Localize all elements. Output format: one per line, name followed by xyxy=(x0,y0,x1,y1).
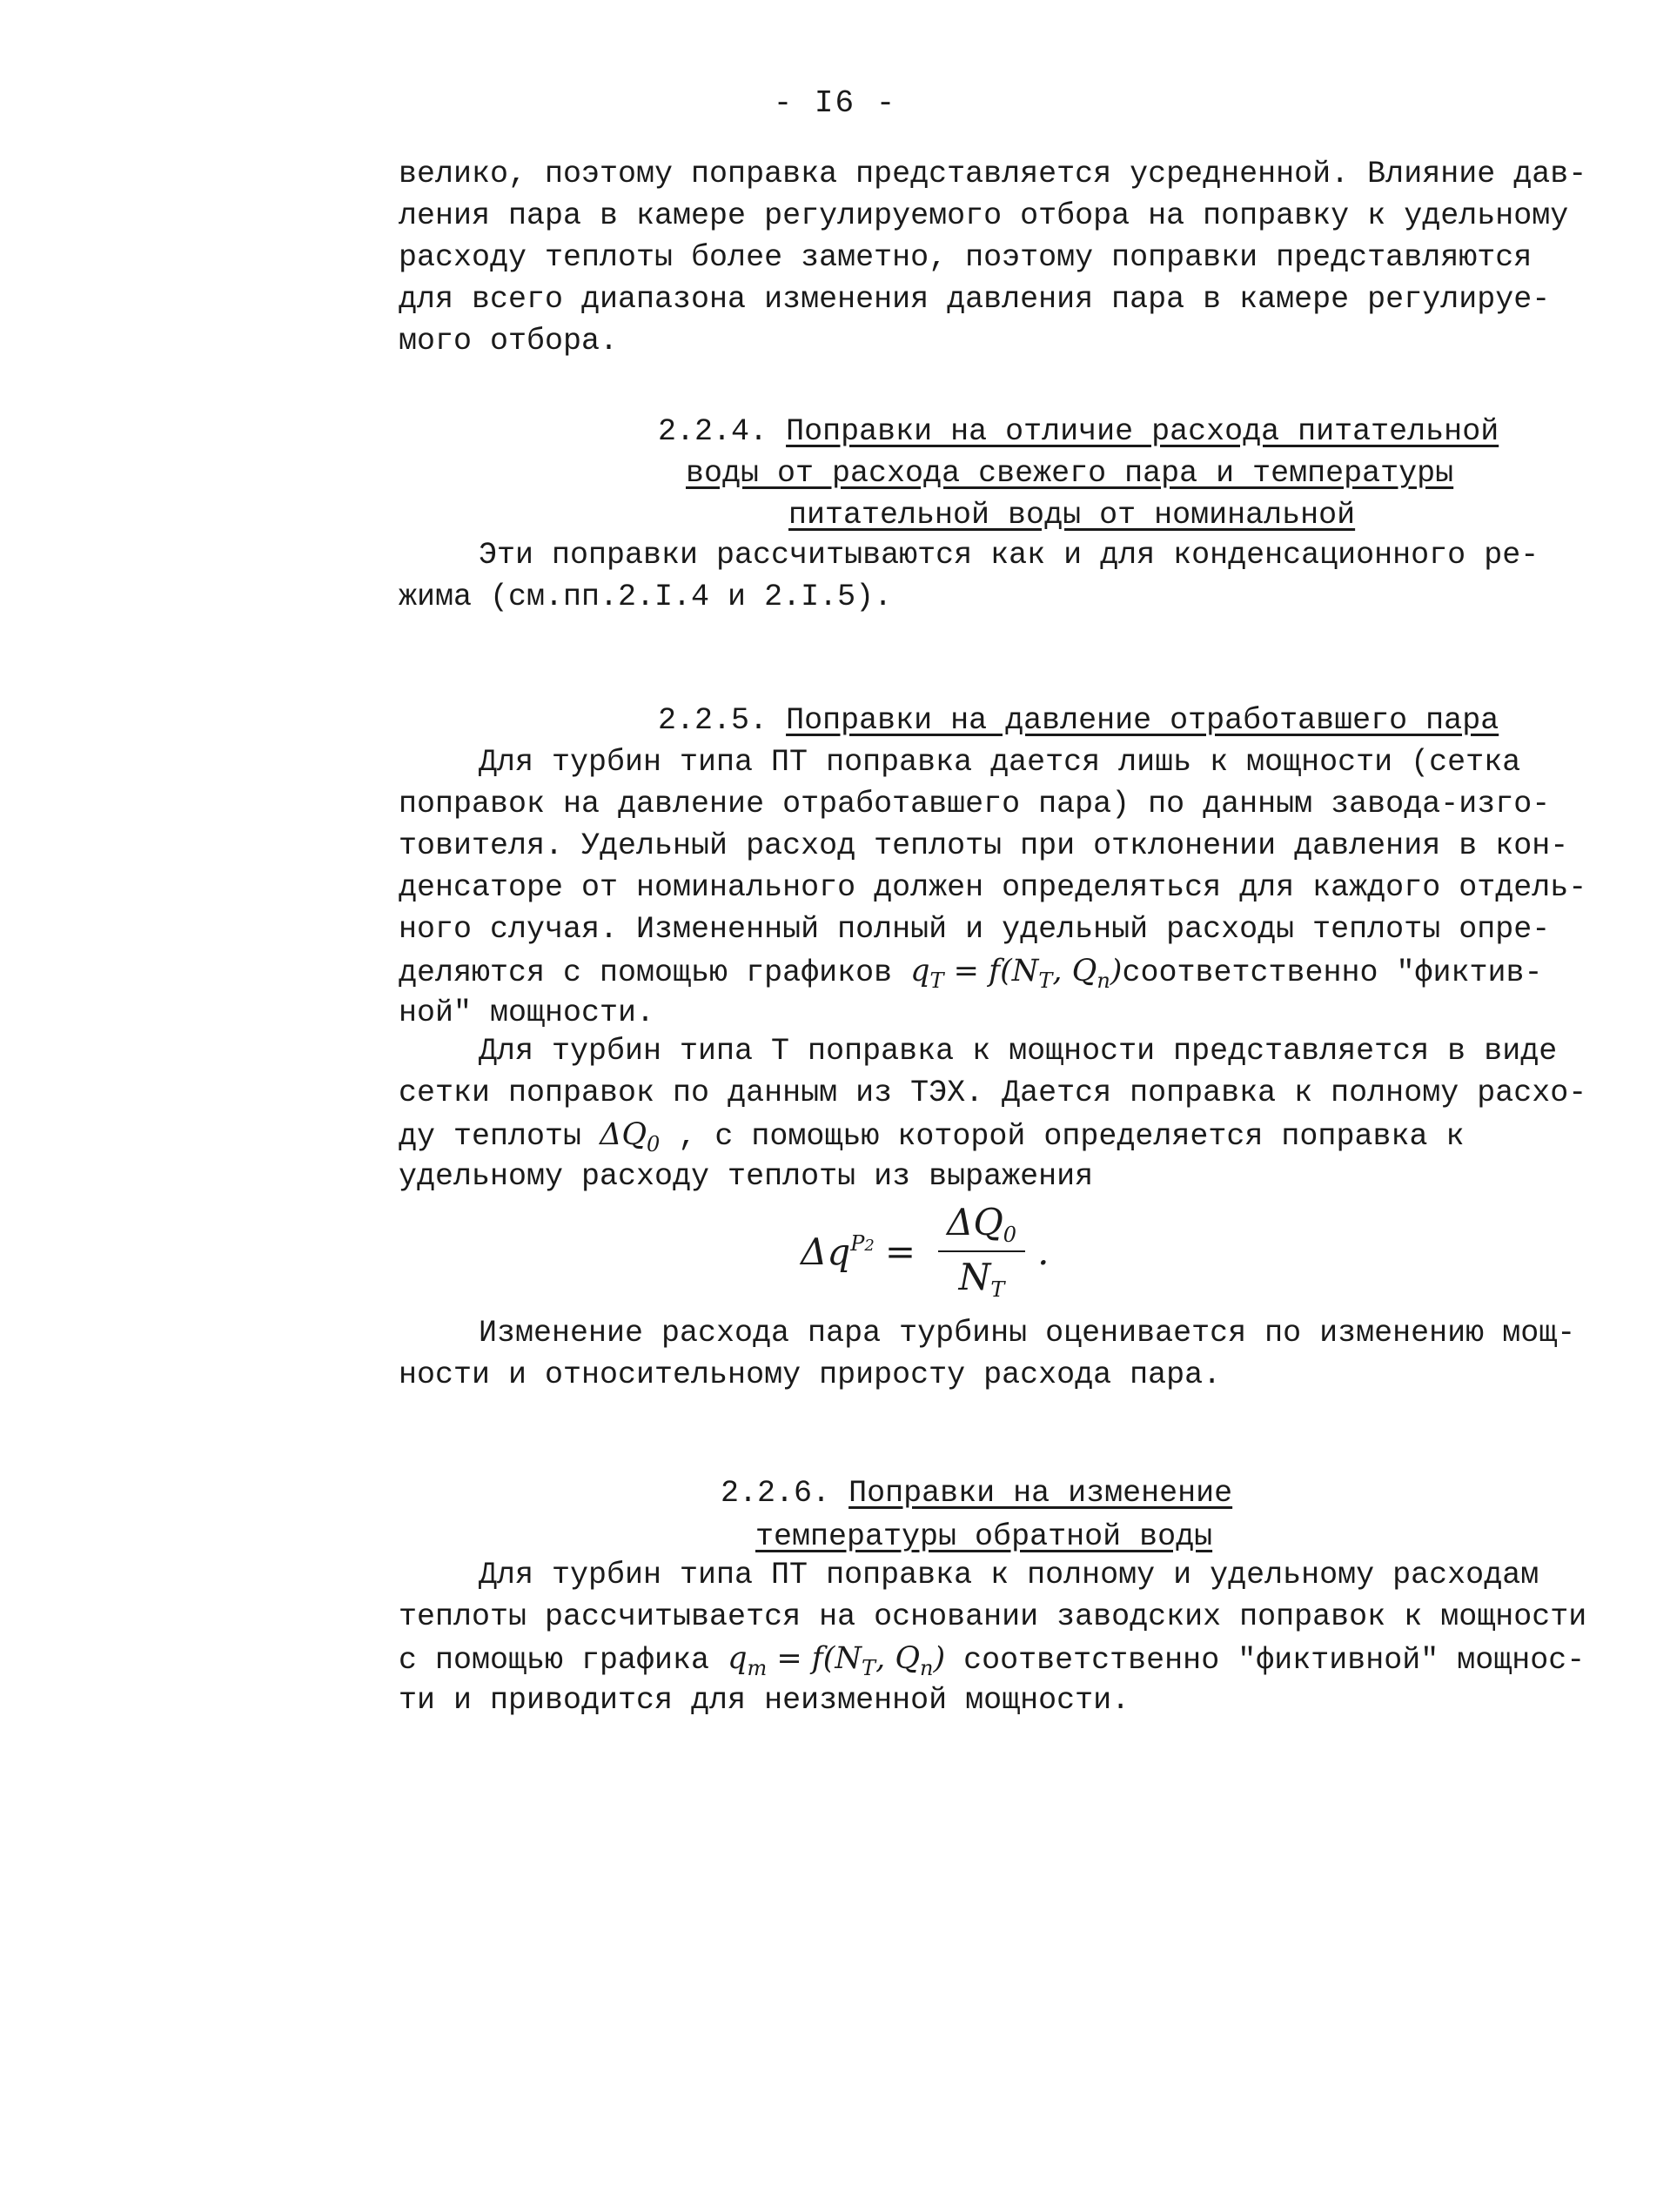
inline-formula xyxy=(600,1117,661,1156)
text-line: теплоты рассчитывается на основании заводских поправок к мощности xyxy=(399,1599,1587,1634)
text-line: жима (см.пп.2.I.4 и 2.I.5). xyxy=(399,580,893,614)
formula-denominator xyxy=(959,1252,1005,1302)
formula-symbol: Δq xyxy=(801,1230,851,1273)
formula-subscript: 0 xyxy=(647,1132,661,1156)
formula-subscript: T xyxy=(929,969,944,993)
text-line: удельному расходу теплоты из выражения xyxy=(399,1159,1094,1194)
text-line: расходу теплоты более заметно, поэтому поправки представляются xyxy=(399,240,1533,275)
text-line: сетки поправок по данным из ТЭХ. Дается поправка к полному расхо- xyxy=(399,1076,1587,1110)
formula-symbol: q xyxy=(910,954,930,989)
text-line: ной" мощности. xyxy=(399,995,655,1030)
text-line: ления пара в камере регулируемого отбора на поправку к удельному xyxy=(399,198,1569,233)
text-line: для всего диапазона изменения давления пара в камере регулируе- xyxy=(399,282,1551,317)
text-line-with-formula xyxy=(399,950,1543,993)
text-line: мого отбора. xyxy=(399,324,619,359)
text-line: Эти поправки рассчитываются как и для конденсационного ре- xyxy=(479,538,1539,573)
formula-symbol: ΔQ xyxy=(600,1117,647,1152)
paragraph-1 xyxy=(399,153,1587,362)
denominator-subscript: T xyxy=(990,1277,1005,1302)
text-line: поправок на давление отработавшего пара) по данным завода-изго- xyxy=(399,787,1551,821)
numerator-subscript: 0 xyxy=(1003,1223,1017,1247)
page-number: - I6 - xyxy=(773,85,897,121)
paragraph-6 xyxy=(399,1554,1587,1721)
section-title-line: Поправки на изменение xyxy=(848,1476,1233,1511)
section-number: 2.2.4. xyxy=(658,414,768,449)
formula-sup-symbol: P xyxy=(850,1230,865,1256)
text-line: денсаторе от номинального должен определяться для каждого отдель- xyxy=(399,870,1587,905)
text-segment: с помощью графика xyxy=(399,1643,728,1678)
text-line: велико, поэтому поправка представляется усредненной. Влияние дав- xyxy=(399,157,1587,191)
formula-subscript: т xyxy=(747,1656,768,1680)
section-title-line: Поправки на отличие расхода питательной xyxy=(786,414,1499,449)
text-segment: ду теплоты xyxy=(399,1119,600,1154)
formula-subscript: T xyxy=(862,1656,876,1680)
denominator-symbol: N xyxy=(958,1256,991,1298)
formula-part: , Q xyxy=(875,1641,921,1676)
formula-superscript xyxy=(850,1231,875,1256)
text-segment: соответственно "фиктив- xyxy=(1122,955,1543,990)
inline-formula xyxy=(910,954,1123,993)
text-line: товителя. Удельный расход теплоты при отклонении давления в кон- xyxy=(399,828,1569,863)
formula-symbol: q xyxy=(728,1641,748,1676)
section-number: 2.2.5. xyxy=(658,703,768,738)
section-title-line: воды от расхода свежего пара и температуры xyxy=(686,456,1454,491)
formula-part: , Q xyxy=(1052,954,1097,989)
formula-subscript: T xyxy=(1038,969,1053,993)
text-segment: деляются с помощью графиков xyxy=(399,955,911,990)
formula-part: = f(N xyxy=(767,1641,862,1676)
text-line: ти и приводится для неизменной мощности. xyxy=(399,1683,1130,1718)
text-segment: , с помощью которой определяется поправка к xyxy=(660,1119,1465,1154)
formula-sup-subscript: 2 xyxy=(864,1236,875,1255)
numerator-symbol: ΔQ xyxy=(947,1201,1003,1243)
text-line: ного случая. Измененный полный и удельный расходы теплоты опре- xyxy=(399,912,1551,947)
formula-subscript: п xyxy=(920,1656,934,1680)
formula-part: ) xyxy=(933,1641,946,1676)
section-number: 2.2.6. xyxy=(721,1476,831,1511)
paragraph-4 xyxy=(399,1030,1587,1197)
paragraph-3 xyxy=(399,741,1587,1034)
formula-fraction xyxy=(938,1201,1025,1302)
formula-part: ) xyxy=(1110,954,1123,989)
formula-equals: = xyxy=(884,1230,916,1273)
paragraph-2 xyxy=(399,534,1539,618)
text-line: ности и относительному приросту расхода пара. xyxy=(399,1357,1222,1392)
text-line-with-formula xyxy=(399,1638,1586,1680)
paragraph-5 xyxy=(399,1312,1576,1396)
section-title-line: температуры обратной воды xyxy=(755,1519,1213,1554)
inline-formula xyxy=(728,1641,946,1680)
formula-numerator xyxy=(938,1201,1025,1252)
section-title: Поправки на давление отработавшего пара xyxy=(786,703,1499,738)
text-line: Изменение расхода пара турбины оценивается по изменению мощ- xyxy=(479,1316,1576,1351)
section-title-line: питательной воды от номинальной xyxy=(788,498,1356,533)
formula-lhs xyxy=(801,1230,875,1273)
text-line-with-formula xyxy=(399,1114,1530,1156)
formula-subscript: п xyxy=(1097,969,1110,993)
display-formula xyxy=(801,1201,1049,1302)
formula-period: . xyxy=(1037,1230,1050,1273)
text-line: Для турбин типа ПТ поправка к полному и удельному расходам xyxy=(479,1558,1539,1592)
formula-part: = f(N xyxy=(943,954,1039,989)
text-segment: соответственно "фиктивной" мощнос- xyxy=(945,1643,1586,1678)
text-line: Для турбин типа Т поправка к мощности представляется в виде xyxy=(479,1034,1558,1069)
text-line: Для турбин типа ПТ поправка дается лишь к мощности (сетка xyxy=(479,745,1521,780)
